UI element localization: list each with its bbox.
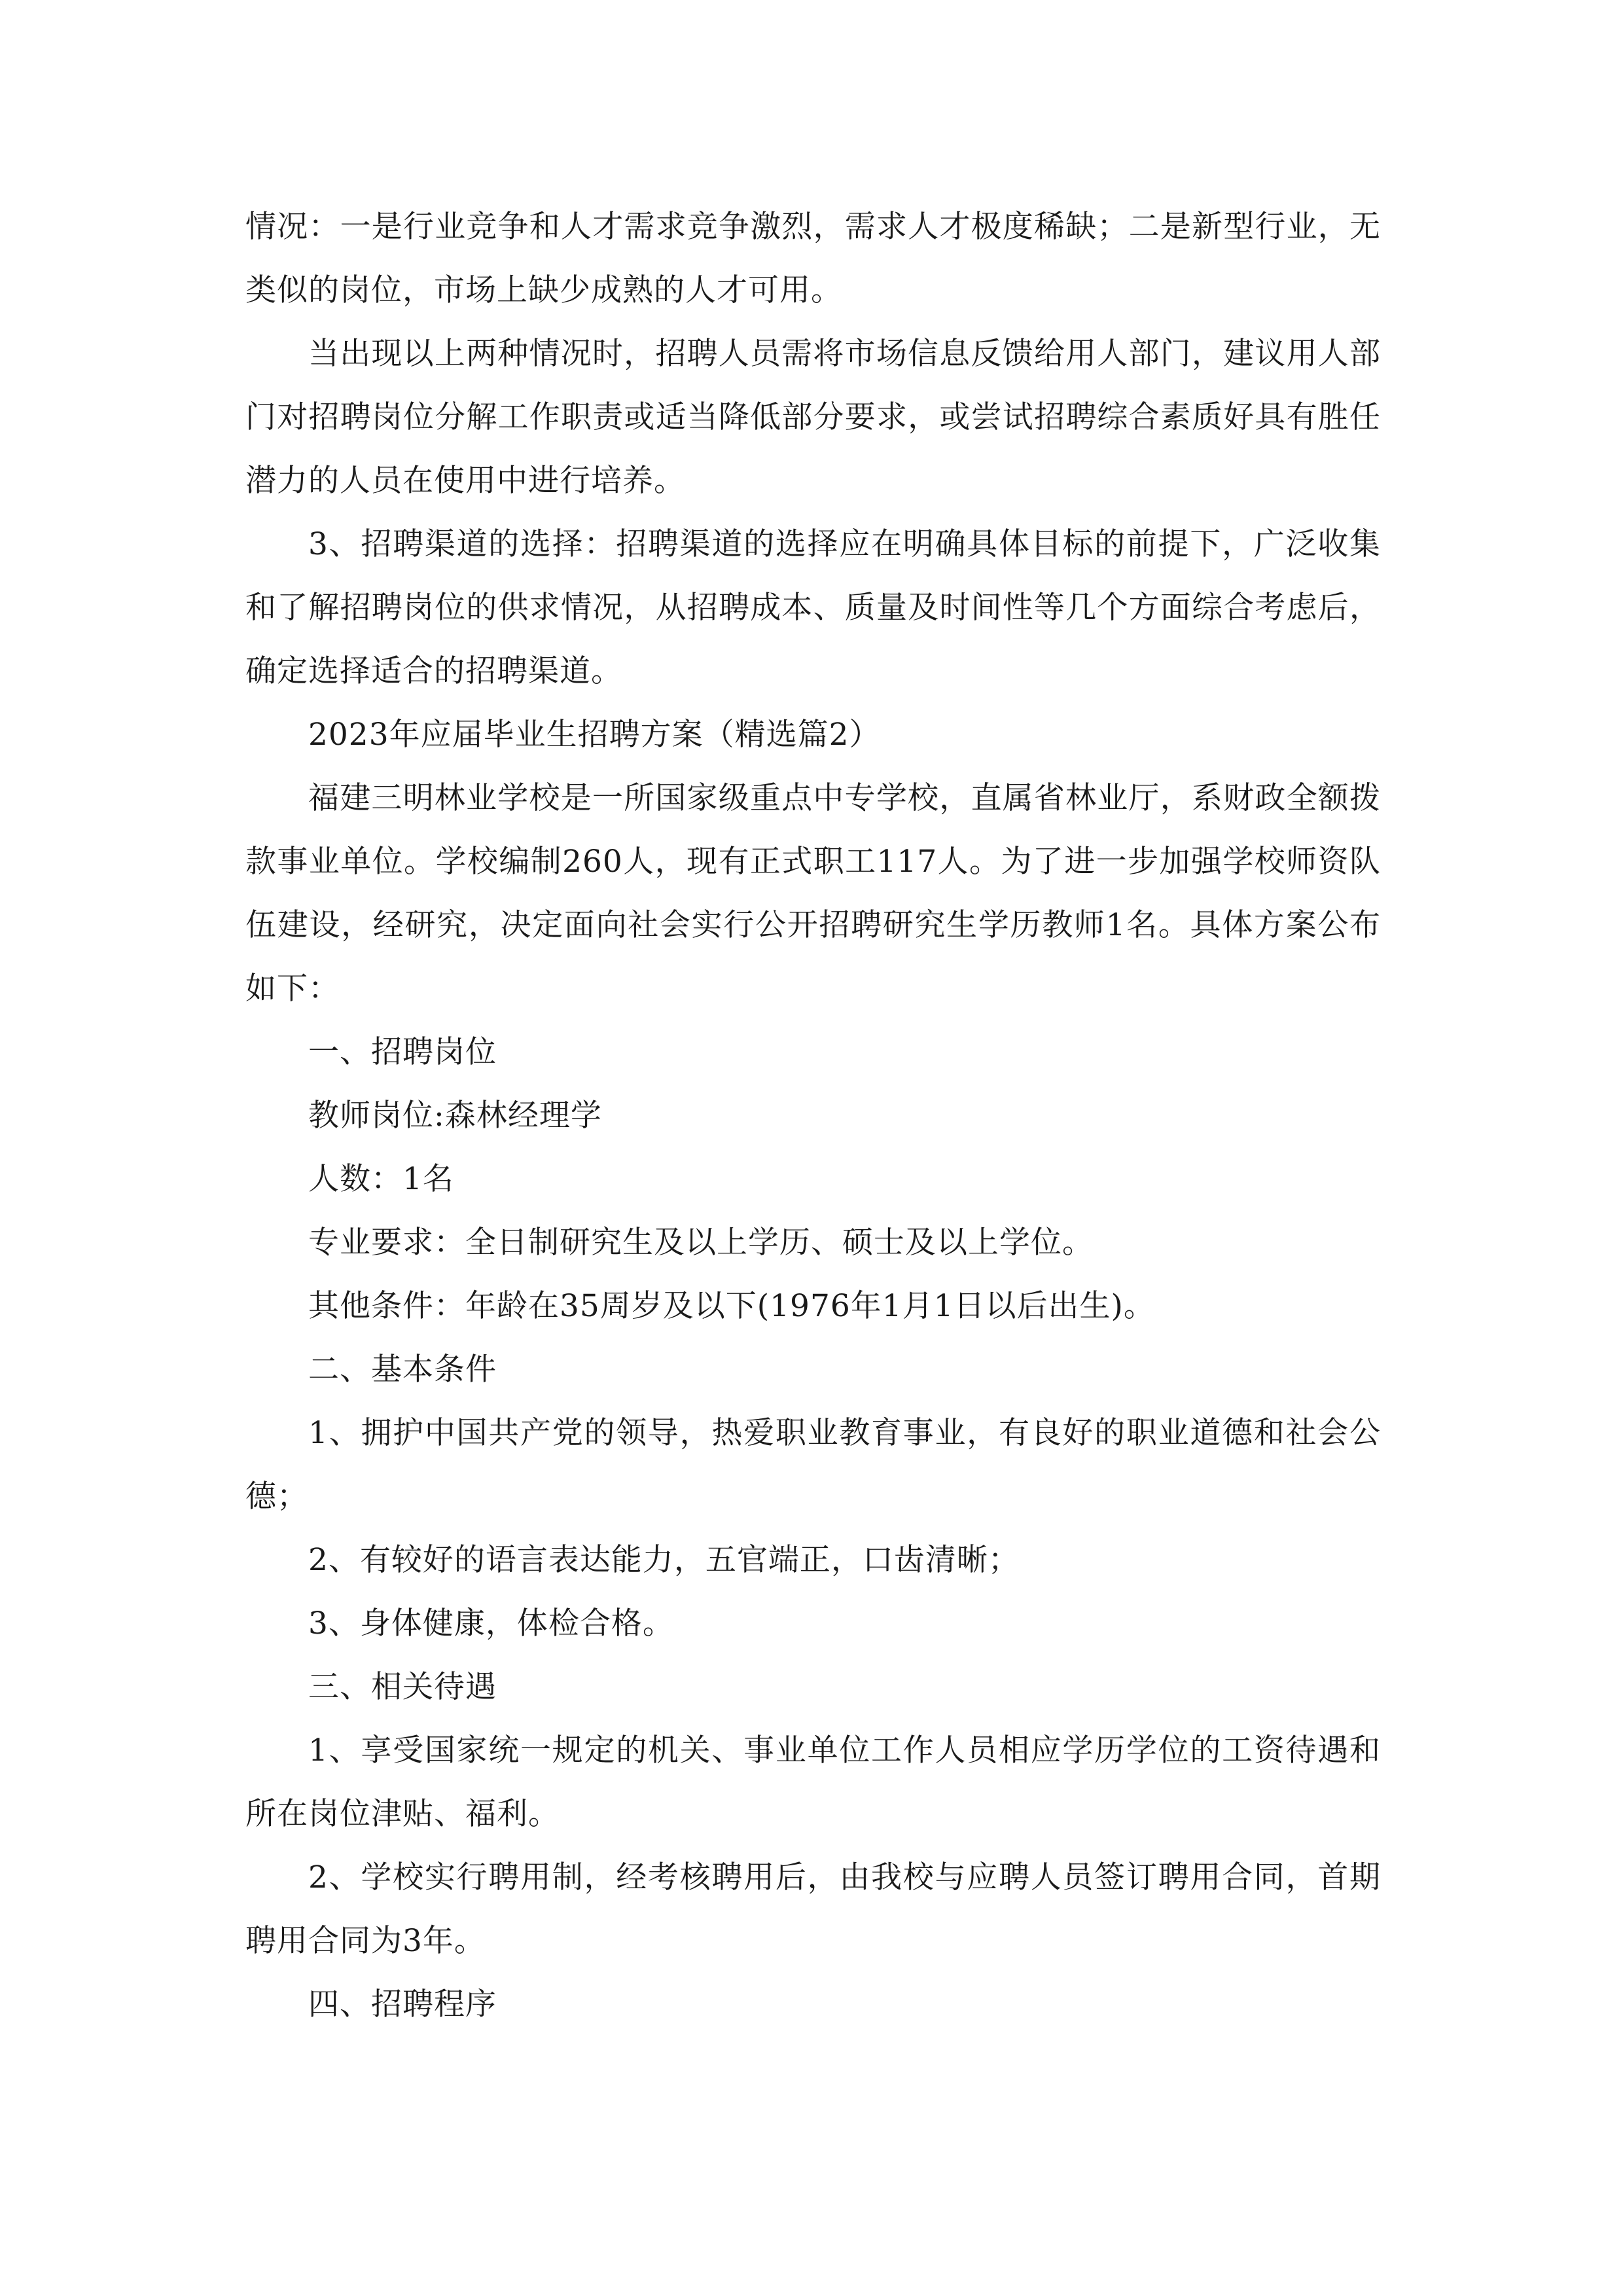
item-other-conditions: 其他条件：年龄在35周岁及以下(1976年1月1日以后出生)。 xyxy=(308,1288,1155,1324)
paragraph-school-intro: 福建三明林业学校是一所国家级重点中专学校，直属省林业厅，系财政全额拨款事业单位。学校编制260人，现有正式职工117人。为了进一步加强学校师资队伍建设，经研究，决定面向社会实行公开招聘研究生学历教师1名。具体方案公布如下： xyxy=(245,780,1381,1007)
paragraph-feedback: 当出现以上两种情况时，招聘人员需将市场信息反馈给用人部门，建议用人部门对招聘岗位分解工作职责或适当降低部分要求，或尝试招聘综合素质好具有胜任潜力的人员在使用中进行培养。 xyxy=(245,336,1381,499)
paragraph-channel-selection: 3、招聘渠道的选择：招聘渠道的选择应在明确具体目标的前提下，广泛收集和了解招聘岗位的供求情况，从招聘成本、质量及时间性等几个方面综合考虑后，确定选择适合的招聘渠道。 xyxy=(245,526,1381,689)
item-headcount: 人数：1名 xyxy=(308,1161,454,1197)
paragraph-situation: 情况：一是行业竞争和人才需求竞争激烈，需求人才极度稀缺；二是新型行业，无类似的岗位，市场上缺少成熟的人才可用。 xyxy=(245,209,1381,308)
item-condition-1: 1、拥护中国共产党的领导，热爱职业教育事业，有良好的职业道德和社会公德； xyxy=(245,1415,1381,1515)
section-title-plan-2: 2023年应届毕业生招聘方案（精选篇2） xyxy=(308,717,881,753)
heading-benefits: 三、相关待遇 xyxy=(308,1669,497,1705)
item-major-requirement: 专业要求：全日制研究生及以上学历、硕士及以上学位。 xyxy=(308,1225,1094,1261)
item-teacher-position: 教师岗位:森林经理学 xyxy=(308,1098,602,1134)
item-benefit-2: 2、学校实行聘用制，经考核聘用后，由我校与应聘人员签订聘用合同，首期聘用合同为3年。 xyxy=(245,1859,1381,1959)
item-condition-3: 3、身体健康，体检合格。 xyxy=(308,1605,674,1641)
item-benefit-1: 1、享受国家统一规定的机关、事业单位工作人员相应学历学位的工资待遇和所在岗位津贴、福利。 xyxy=(245,1732,1381,1832)
heading-positions: 一、招聘岗位 xyxy=(308,1034,497,1070)
heading-basic-conditions: 二、基本条件 xyxy=(308,1352,497,1388)
heading-recruitment-procedure: 四、招聘程序 xyxy=(308,1986,497,2022)
item-condition-2: 2、有较好的语言表达能力，五官端正，口齿清晰； xyxy=(308,1542,1020,1578)
document-body xyxy=(245,195,1381,2036)
